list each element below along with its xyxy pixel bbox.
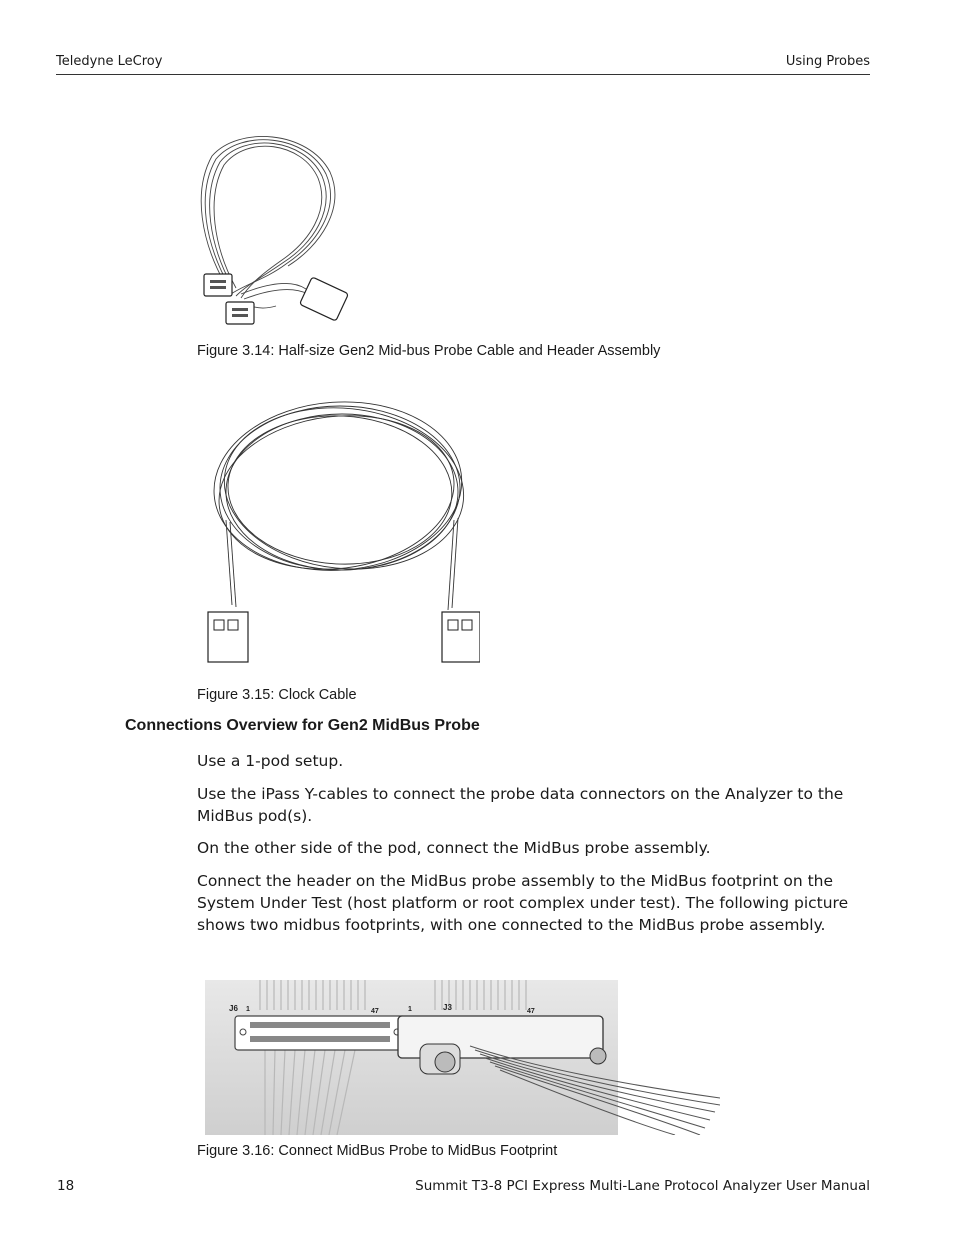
j6-pin1-label: 1: [246, 1006, 250, 1013]
figure-3-14-caption: Figure 3.14: Half-size Gen2 Mid-bus Probe Cable and Header Assembly: [197, 343, 661, 359]
header-section: Using Probes: [785, 54, 870, 69]
figure-3-15-caption: Figure 3.15: Clock Cable: [197, 687, 357, 703]
page-number: 18: [57, 1178, 75, 1194]
section-heading: Connections Overview for Gen2 MidBus Probe: [125, 717, 480, 734]
paragraph-connect-header: Connect the header on the MidBus probe assembly to the MidBus footprint on the System Under Test (host platform or root complex under test). The following picture shows two midbus footprints, with one connected to the MidBus probe assembly.: [197, 872, 849, 934]
paragraph-pod-setup: Use a 1-pod setup.: [197, 752, 344, 770]
paragraph-connect-probe: On the other side of the pod, connect the MidBus probe assembly.: [197, 839, 711, 857]
probe-cable-header-assembly-image: [196, 134, 356, 332]
paragraph-ipass-cables: Use the iPass Y-cables to connect the probe data connectors on the Analyzer to the MidBus pod(s).: [197, 785, 844, 825]
figure-3-16-caption: Figure 3.16: Connect MidBus Probe to MidBus Footprint: [197, 1143, 558, 1159]
clock-cable-image: [200, 400, 480, 668]
j6-pin47-label: 47: [371, 1008, 379, 1015]
footer-title: Summit T3-8 PCI Express Multi-Lane Protocol Analyzer User Manual: [415, 1178, 870, 1194]
header-company: Teledyne LeCroy: [56, 54, 163, 69]
header-rule: [56, 74, 870, 75]
j3-pin47-label: 47: [527, 1008, 535, 1015]
j6-label: J6: [229, 1004, 238, 1013]
j3-label: J3: [443, 1003, 452, 1012]
j3-pin1-label: 1: [408, 1006, 412, 1013]
midbus-footprint-image: [205, 980, 720, 1135]
